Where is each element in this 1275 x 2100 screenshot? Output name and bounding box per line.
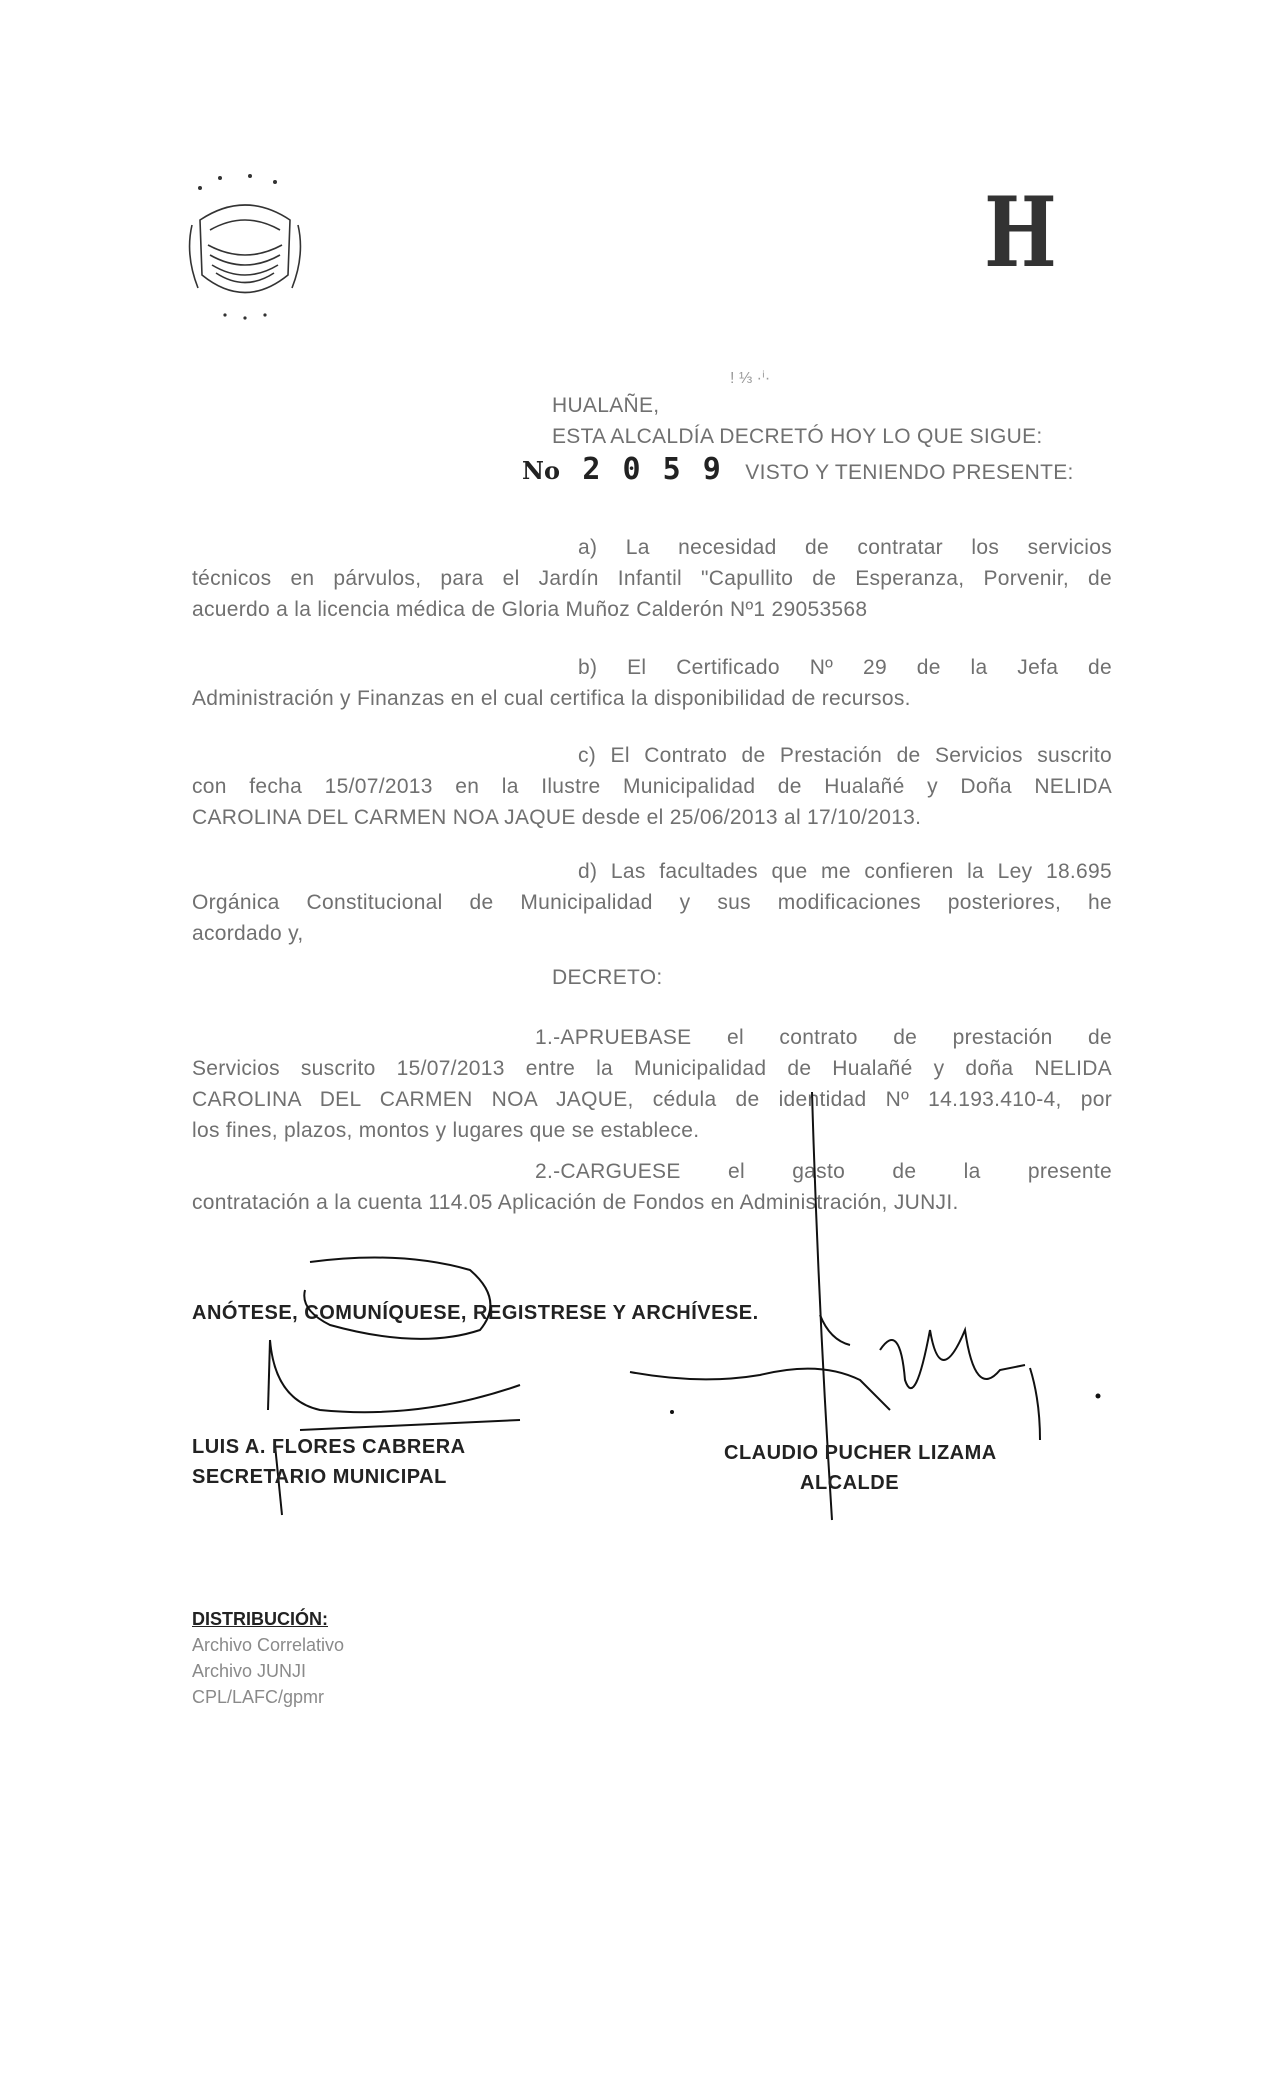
distribution-heading: DISTRIBUCIÓN: — [192, 1609, 328, 1629]
faint-marks: ! ⅓ ·ⁱ· — [730, 370, 771, 387]
right-signatory-title: ALCALDE — [800, 1472, 900, 1494]
considerando-line: acordado y, — [192, 922, 304, 945]
resolution-line: Servicios suscrito 15/07/2013 entre la Municipalidad de Hualañé y doña NELIDA — [192, 1057, 1112, 1080]
considerando-line: técnicos en párvulos, para el Jardín Infantil "Capullito de Esperanza, Porvenir, de — [192, 567, 1112, 590]
considerando-line: d) Las facultades que me confieren la Ley 18.695 — [578, 860, 1112, 883]
alcaldia-decree-line: ESTA ALCALDÍA DECRETÓ HOY LO QUE SIGUE: — [552, 425, 1043, 448]
distribution-item: Archivo Correlativo — [192, 1635, 345, 1655]
considerando-line: b) El Certificado Nº 29 de la Jefa de — [578, 656, 1112, 679]
considerando-line: Orgánica Constitucional de Municipalidad y sus modificaciones posteriores, he — [192, 891, 1112, 914]
distribution-item: Archivo JUNJI — [192, 1661, 307, 1681]
considerando-line: CAROLINA DEL CARMEN NOA JAQUE desde el 25/06/2013 al 17/10/2013. — [192, 806, 922, 829]
considerando-line: a) La necesidad de contratar los servicios — [578, 536, 1112, 559]
closing-formula: ANÓTESE, COMUNÍQUESE, REGISTRESE Y ARCHÍVESE. — [192, 1302, 759, 1324]
distribution-item: CPL/LAFC/gpmr — [192, 1687, 325, 1707]
considerando-line: c) El Contrato de Prestación de Servicios suscrito — [578, 744, 1112, 767]
resolution-line: contratación a la cuenta 114.05 Aplicación de Fondos en Administración, JUNJI. — [192, 1191, 959, 1214]
right-signatory-name: CLAUDIO PUCHER LIZAMA — [724, 1442, 997, 1464]
visto-line: VISTO Y TENIENDO PRESENTE: — [745, 461, 1074, 484]
resolution-line: CAROLINA DEL CARMEN NOA JAQUE, cédula de identidad Nº 14.193.410-4, por — [192, 1088, 1112, 1111]
distribution-block — [192, 1606, 344, 1710]
page-marker: H — [984, 176, 1057, 289]
decree-number: 2 0 5 9 — [582, 452, 723, 487]
left-signatory-title: SECRETARIO MUNICIPAL — [192, 1466, 447, 1488]
city-line: HUALAÑE, — [552, 394, 660, 417]
considerando-line: Administración y Finanzas en el cual certifica la disponibilidad de recursos. — [192, 687, 911, 710]
considerando-line: acuerdo a la licencia médica de Gloria Muñoz Calderón Nº1 29053568 — [192, 598, 868, 621]
resolution-line: los fines, plazos, montos y lugares que se establece. — [192, 1119, 700, 1142]
left-signatory-name: LUIS A. FLORES CABRERA — [192, 1436, 466, 1458]
resolution-line: 2.-CARGUESE el gasto de la presente — [535, 1160, 1112, 1183]
decree-prefix: No — [522, 456, 560, 485]
considerando-line: con fecha 15/07/2013 en la Ilustre Municipalidad de Hualañé y Doña NELIDA — [192, 775, 1112, 798]
decreto-heading: DECRETO: — [552, 966, 663, 989]
resolution-line: 1.-APRUEBASE el contrato de prestación de — [535, 1026, 1112, 1049]
